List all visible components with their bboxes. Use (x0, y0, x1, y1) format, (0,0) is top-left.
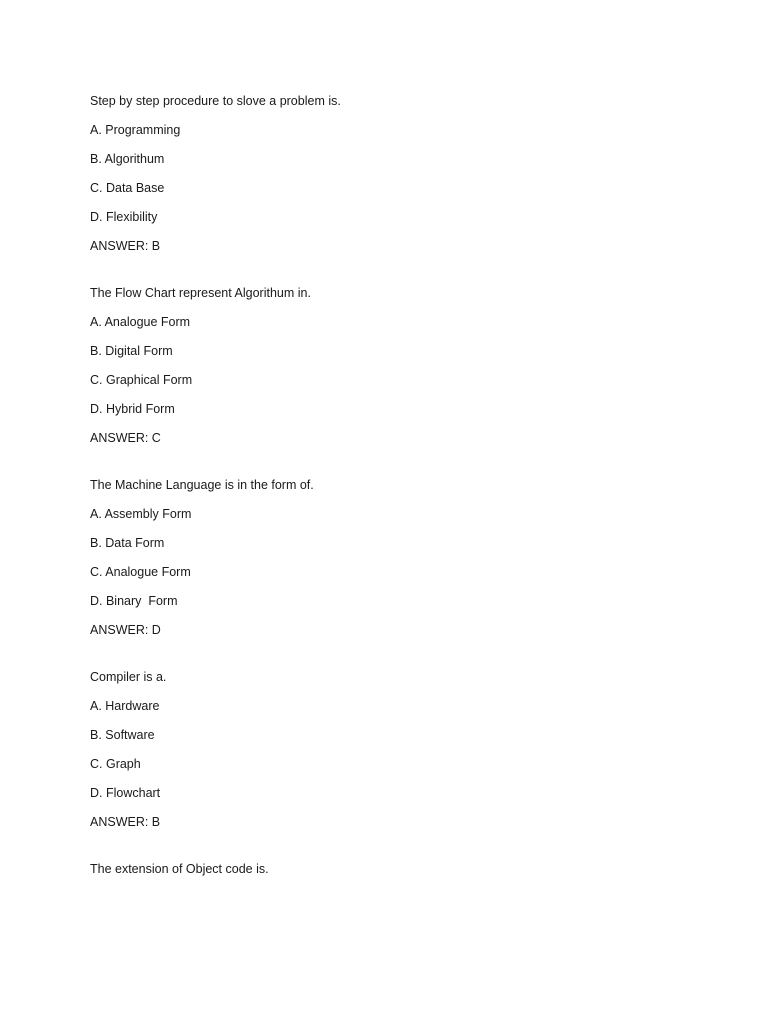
option-a: A. Assembly Form (90, 507, 192, 521)
question-block (90, 92, 690, 255)
answer-text: ANSWER: B (90, 815, 161, 829)
option-c: C. Graph (90, 757, 141, 771)
option-a: A. Hardware (90, 699, 160, 713)
option-a: A. Programming (90, 123, 181, 137)
option-c: C. Graphical Form (90, 373, 193, 387)
option-d: D. Flexibility (90, 210, 158, 224)
question-block (90, 668, 690, 831)
question-text: Compiler is a. (90, 670, 167, 684)
answer-text: ANSWER: B (90, 239, 161, 253)
option-a: A. Analogue Form (90, 315, 191, 329)
question-block (90, 860, 690, 878)
option-b: B. Digital Form (90, 344, 173, 358)
option-c: C. Data Base (90, 181, 165, 195)
option-b: B. Algorithum (90, 152, 165, 166)
answer-text: ANSWER: D (90, 623, 161, 637)
question-text: The extension of Object code is. (90, 862, 269, 876)
quiz-content (90, 92, 690, 889)
option-b: B. Data Form (90, 536, 165, 550)
option-d: D. Flowchart (90, 786, 161, 800)
option-d: D. Binary Form (90, 594, 178, 608)
question-text: The Machine Language is in the form of. (90, 478, 314, 492)
answer-text: ANSWER: C (90, 431, 161, 445)
option-b: B. Software (90, 728, 155, 742)
option-d: D. Hybrid Form (90, 402, 175, 416)
question-block (90, 476, 690, 639)
question-text: The Flow Chart represent Algorithum in. (90, 286, 311, 300)
option-c: C. Analogue Form (90, 565, 191, 579)
question-block (90, 284, 690, 447)
question-text: Step by step procedure to slove a problem is. (90, 94, 341, 108)
